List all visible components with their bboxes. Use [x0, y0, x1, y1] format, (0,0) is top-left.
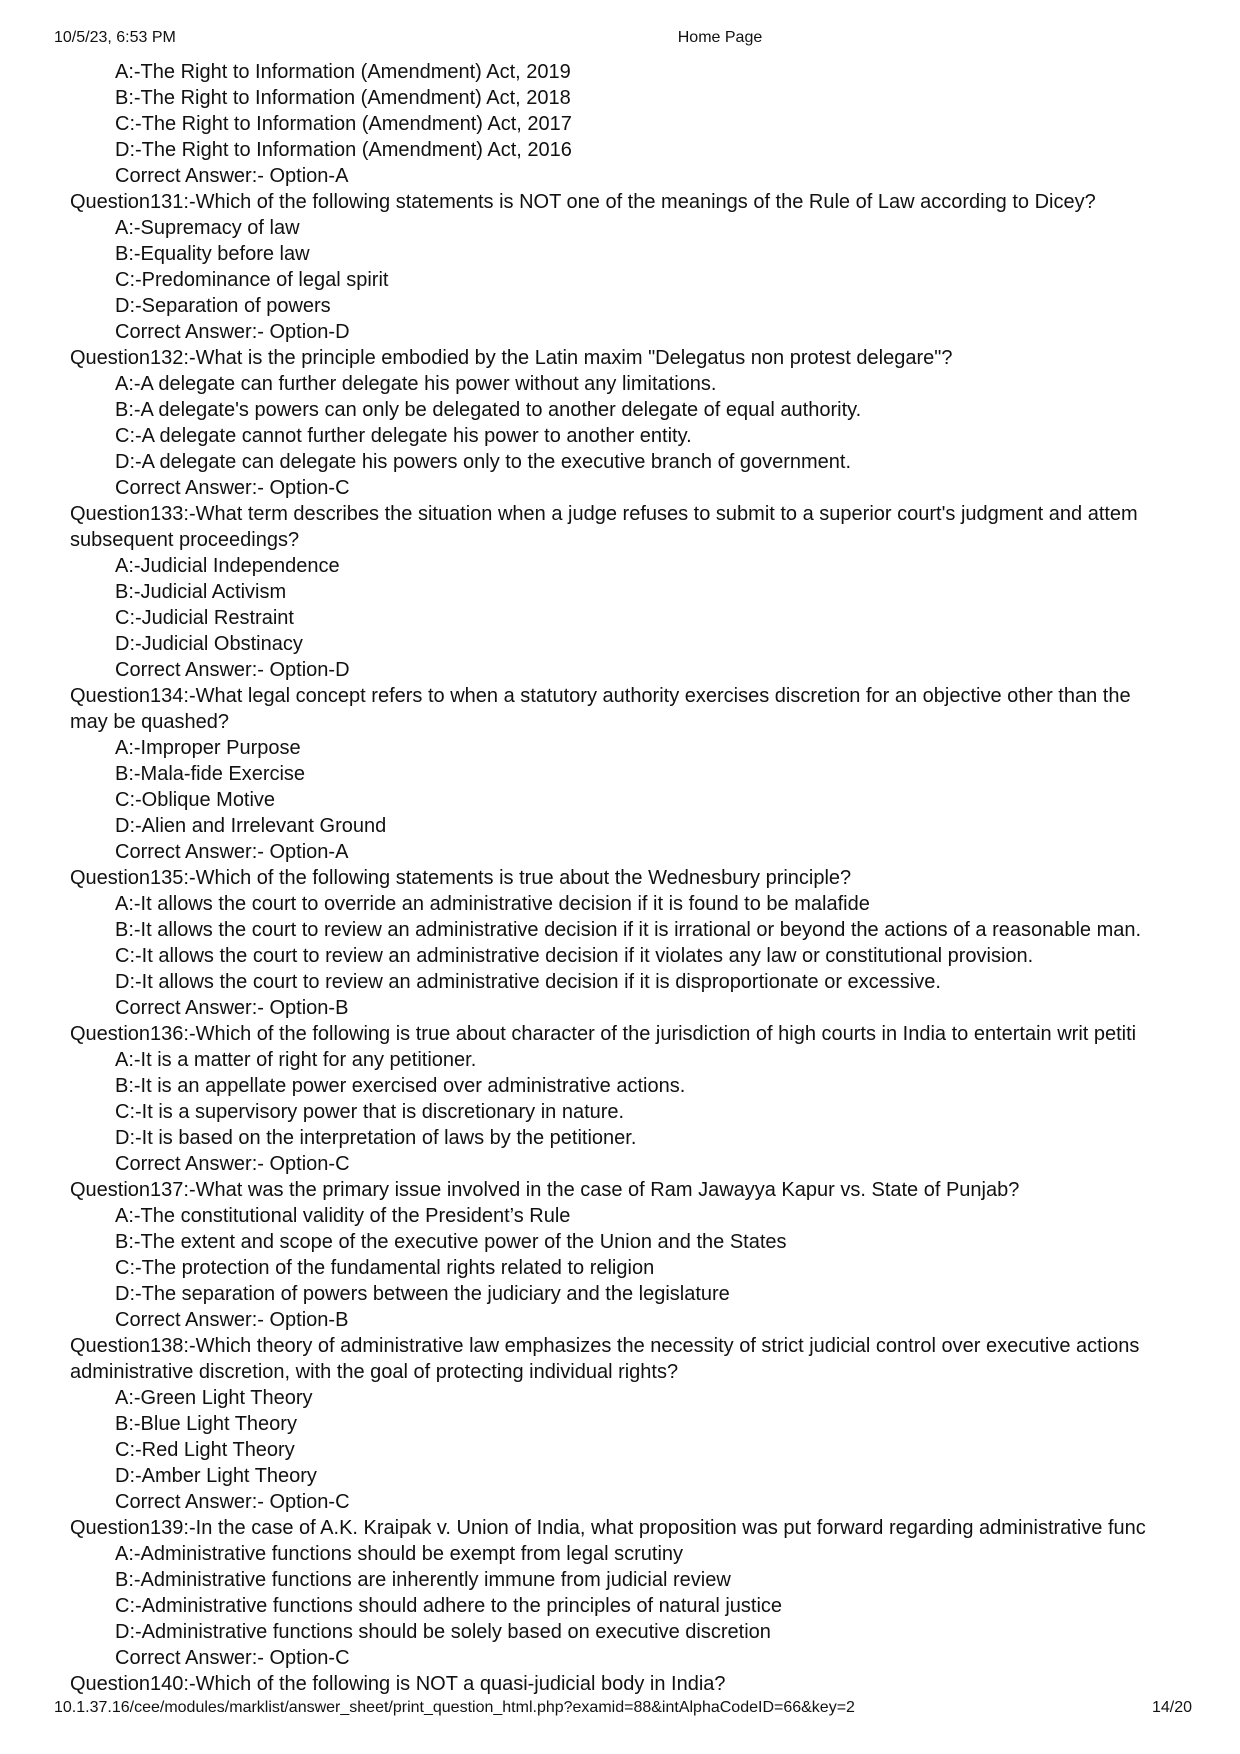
option-a: A:-The constitutional validity of the President’s Rule	[115, 1205, 571, 1227]
option-d: D:-Amber Light Theory	[115, 1465, 317, 1487]
option-b: B:-Mala-fide Exercise	[115, 763, 306, 785]
option-a: A:-It allows the court to override an administrative decision if it is found to be malafide	[115, 893, 870, 915]
option-d: D:-Alien and Irrelevant Ground	[115, 815, 387, 837]
option-b: B:-The extent and scope of the executive power of the Union and the States	[115, 1231, 787, 1253]
correct-answer: Correct Answer:- Option-C	[115, 1491, 350, 1513]
correct-answer: Correct Answer:- Option-C	[115, 1153, 350, 1175]
option-b: B:-Judicial Activism	[115, 581, 287, 603]
correct-answer: Correct Answer:- Option-A	[115, 165, 349, 187]
option-a: A:-Administrative functions should be exempt from legal scrutiny	[115, 1543, 684, 1565]
question-131: Question131:-Which of the following statements is NOT one of the meanings of the Rule of Law according to Dicey?	[70, 191, 1096, 213]
question-135: Question135:-Which of the following statements is true about the Wednesbury principle?	[70, 867, 852, 889]
option-d: D:-The Right to Information (Amendment) Act, 2016	[115, 139, 572, 161]
option-c: C:-Oblique Motive	[115, 789, 276, 811]
correct-answer: Correct Answer:- Option-D	[115, 659, 350, 681]
option-c: C:-It is a supervisory power that is discretionary in nature.	[115, 1101, 625, 1123]
option-d: D:-The separation of powers between the judiciary and the legislature	[115, 1283, 730, 1305]
question-list	[0, 59, 1188, 1697]
question-140: Question140:-Which of the following is NOT a quasi-judicial body in India?	[70, 1673, 726, 1695]
option-d: D:-Administrative functions should be solely based on executive discretion	[115, 1621, 771, 1643]
option-d: D:-It is based on the interpretation of laws by the petitioner.	[115, 1127, 637, 1149]
option-c: C:-A delegate cannot further delegate his power to another entity.	[115, 425, 692, 447]
page-number: 14/20	[1151, 1699, 1192, 1716]
option-c: C:-Predominance of legal spirit	[115, 269, 389, 291]
correct-answer: Correct Answer:- Option-C	[115, 477, 350, 499]
option-a: A:-The Right to Information (Amendment) Act, 2019	[115, 61, 571, 83]
option-a: A:-Judicial Independence	[115, 555, 340, 577]
question-138-continued: administrative discretion, with the goal of protecting individual rights?	[70, 1361, 679, 1383]
option-b: B:-It allows the court to review an administrative decision if it is irrational or beyond the actions of a reasonable man.	[115, 919, 1142, 941]
question-134: Question134:-What legal concept refers to when a statutory authority exercises discretion for an objective other than the	[70, 685, 1131, 707]
option-d: D:-Separation of powers	[115, 295, 331, 317]
question-139: Question139:-In the case of A.K. Kraipak v. Union of India, what proposition was put forward regarding administrative func	[70, 1517, 1146, 1539]
option-d: D:-Judicial Obstinacy	[115, 633, 303, 655]
option-c: C:-It allows the court to review an administrative decision if it violates any law or constitutional provision.	[115, 945, 1034, 967]
question-137: Question137:-What was the primary issue involved in the case of Ram Jawayya Kapur vs. State of Punjab?	[70, 1179, 1020, 1201]
correct-answer: Correct Answer:- Option-B	[115, 1309, 349, 1331]
correct-answer: Correct Answer:- Option-D	[115, 321, 350, 343]
option-b: B:-Equality before law	[115, 243, 310, 265]
correct-answer: Correct Answer:- Option-A	[115, 841, 349, 863]
print-datetime: 10/5/23, 6:53 PM	[54, 29, 176, 46]
option-c: C:-Administrative functions should adhere to the principles of natural justice	[115, 1595, 783, 1617]
correct-answer: Correct Answer:- Option-C	[115, 1647, 350, 1669]
option-d: D:-It allows the court to review an administrative decision if it is disproportionate or excessive.	[115, 971, 941, 993]
question-138: Question138:-Which theory of administrative law emphasizes the necessity of strict judicial control over executive actions	[70, 1335, 1140, 1357]
option-d: D:-A delegate can delegate his powers only to the executive branch of government.	[115, 451, 852, 473]
question-132: Question132:-What is the principle embodied by the Latin maxim "Delegatus non protest delegare"?	[70, 347, 953, 369]
option-b: B:-It is an appellate power exercised over administrative actions.	[115, 1075, 686, 1097]
option-b: B:-A delegate's powers can only be delegated to another delegate of equal authority.	[115, 399, 862, 421]
option-b: B:-The Right to Information (Amendment) Act, 2018	[115, 87, 571, 109]
correct-answer: Correct Answer:- Option-B	[115, 997, 349, 1019]
option-a: A:-A delegate can further delegate his power without any limitations.	[115, 373, 717, 395]
question-136: Question136:-Which of the following is true about character of the jurisdiction of high courts in India to entertain writ petiti	[70, 1023, 1137, 1045]
option-c: C:-The protection of the fundamental rights related to religion	[115, 1257, 655, 1279]
question-133-continued: subsequent proceedings?	[70, 529, 300, 551]
option-c: C:-Red Light Theory	[115, 1439, 295, 1461]
option-c: C:-Judicial Restraint	[115, 607, 294, 629]
question-134-continued: may be quashed?	[70, 711, 230, 733]
option-c: C:-The Right to Information (Amendment) Act, 2017	[115, 113, 572, 135]
option-a: A:-Green Light Theory	[115, 1387, 313, 1409]
page-url: 10.1.37.16/cee/modules/marklist/answer_sheet/print_question_html.php?examid=88&intAlphaCodeID=66&key=2	[54, 1699, 855, 1716]
option-b: B:-Administrative functions are inherently immune from judicial review	[115, 1569, 731, 1591]
option-a: A:-Supremacy of law	[115, 217, 300, 239]
option-b: B:-Blue Light Theory	[115, 1413, 297, 1435]
option-a: A:-Improper Purpose	[115, 737, 301, 759]
question-133: Question133:-What term describes the situation when a judge refuses to submit to a superior court's judgment and attem	[70, 503, 1138, 525]
option-a: A:-It is a matter of right for any petitioner.	[115, 1049, 477, 1071]
page-title: Home Page	[677, 29, 763, 46]
